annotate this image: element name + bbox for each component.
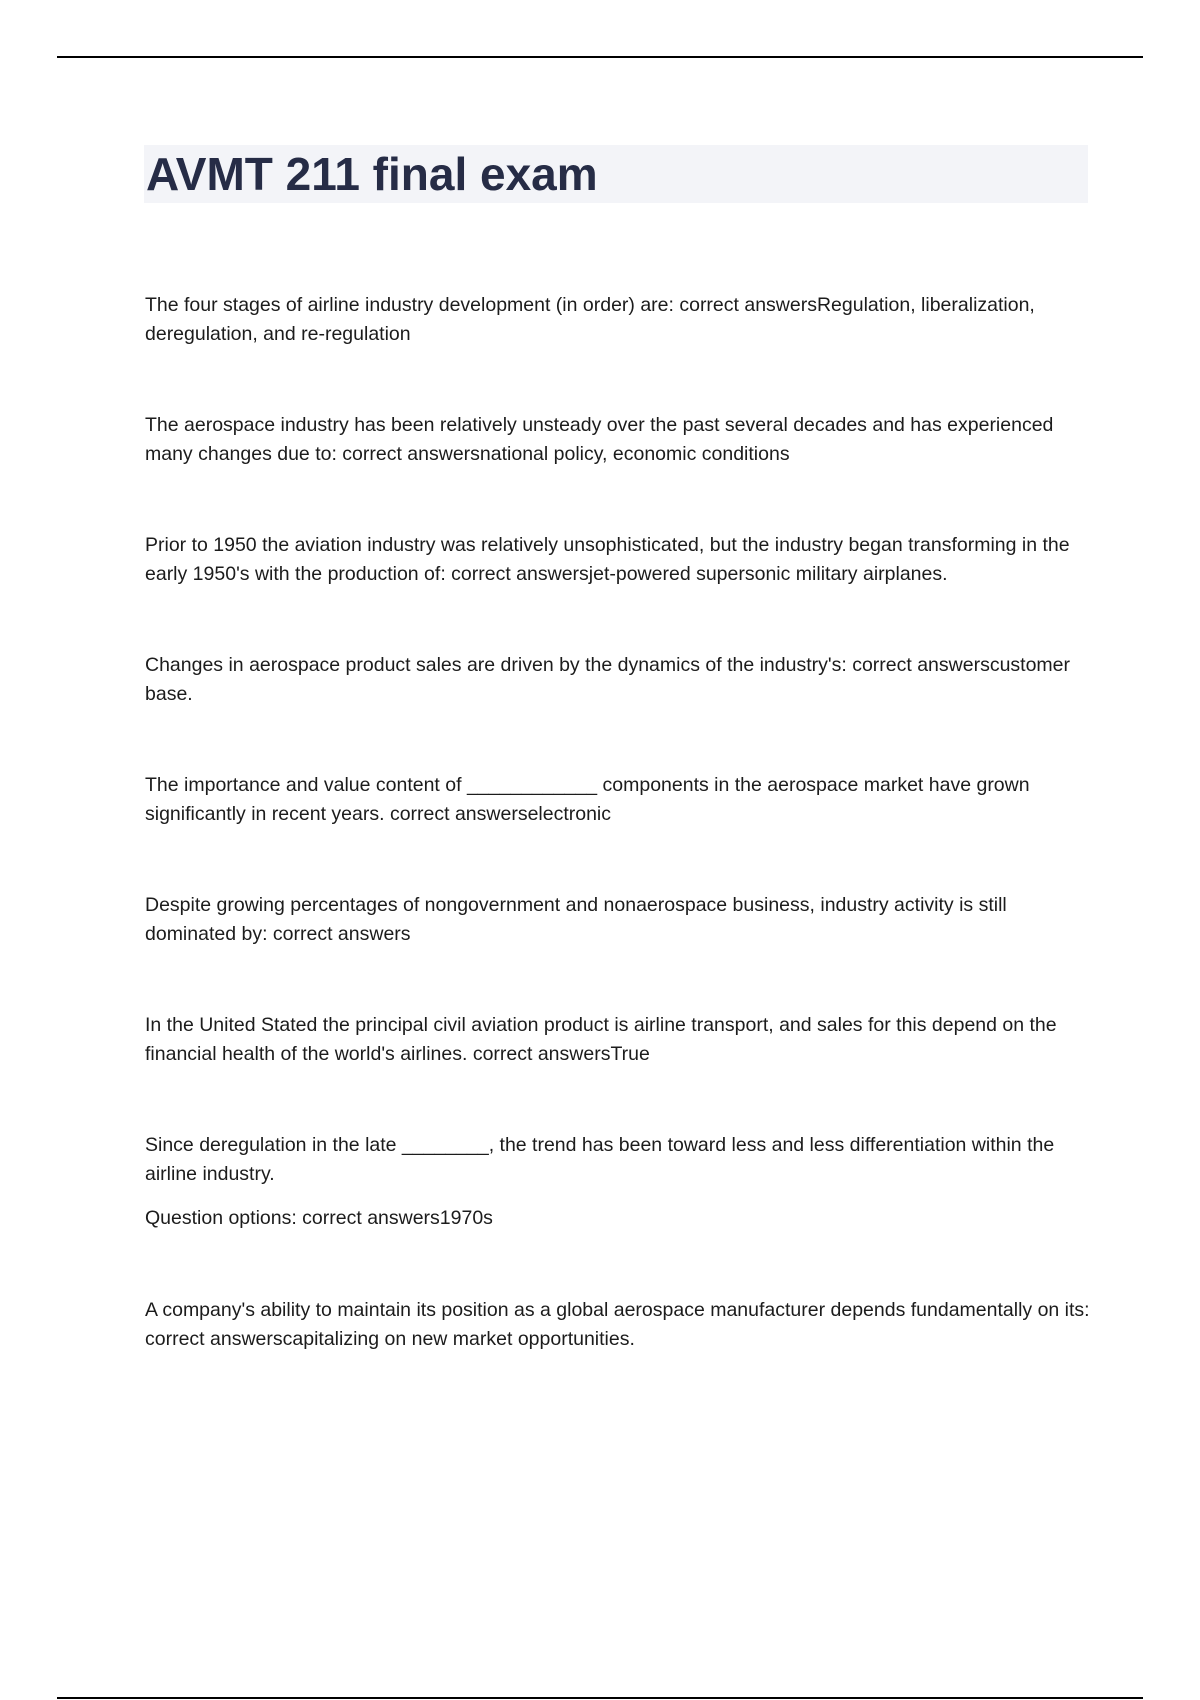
qa-options-text: Question options: correct answers1970s [145,1207,493,1229]
qa-text: Prior to 1950 the aviation industry was relatively unsophisticated, but the industry began transforming in the early 1950's with the production of: correct answersjet-powered supersonic military airplanes. [145,534,1070,585]
qa-item-4 [145,651,1095,709]
qa-text: Changes in aerospace product sales are driven by the dynamics of the industry's: correct answerscustomer base. [145,654,1071,705]
qa-text: A company's ability to maintain its position as a global aerospace manufacturer depends fundamentally on its: correct answerscapitalizing on new market opportunities. [145,1299,1090,1350]
qa-item-1 [145,291,1095,349]
top-rule [57,56,1143,58]
qa-text: Despite growing percentages of nongovernment and nonaerospace business, industry activity is still dominated by: correct answers [145,894,1007,945]
qa-item-2 [145,411,1095,469]
qa-item-8 [145,1131,1095,1233]
qa-text: Since deregulation in the late ________, the trend has been toward less and less differentiation within the airline industry. [145,1134,1055,1185]
qa-item-5 [145,771,1095,829]
qa-text: The aerospace industry has been relatively unsteady over the past several decades and has experienced many changes due to: correct answersnational policy, economic conditions [145,414,1054,465]
qa-text: The four stages of airline industry development (in order) are: correct answersRegulation, liberalization, deregulation, and re-regulation [145,294,1035,345]
qa-item-7 [145,1011,1095,1069]
qa-text: The importance and value content of ____________ components in the aerospace market have grown significantly in recent years. correct answerselectronic [145,774,1030,825]
qa-item-6 [145,891,1095,949]
qa-text: In the United Stated the principal civil aviation product is airline transport, and sales for this depend on the financial health of the world's airlines. correct answersTrue [145,1014,1057,1065]
bottom-rule [57,1697,1143,1699]
qa-item-3 [145,531,1095,589]
page-title: AVMT 211 final exam [146,148,598,200]
qa-item-9 [145,1296,1095,1354]
